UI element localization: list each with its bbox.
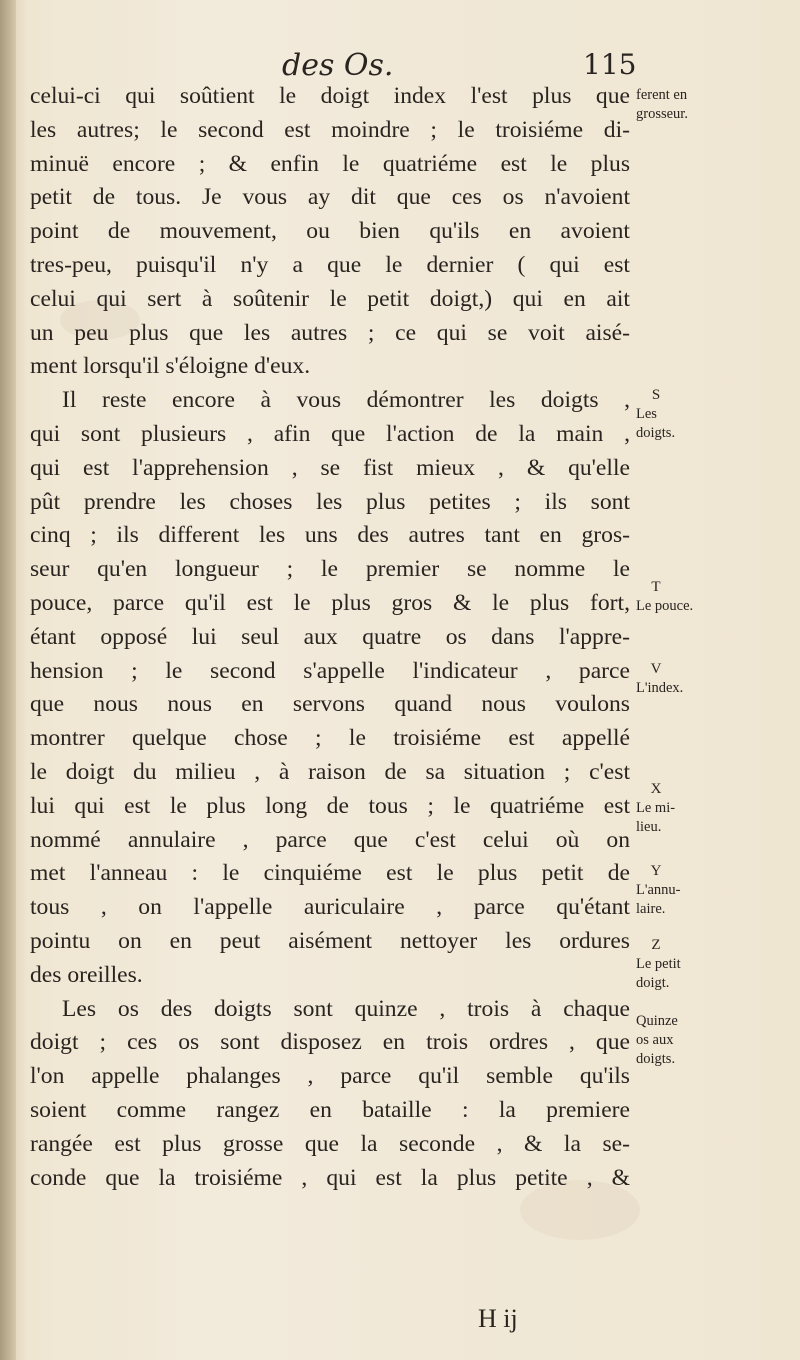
text-line: hension ; le second s'appelle l'indicateur , parce	[30, 657, 630, 684]
text-line: rangée est plus grosse que la seconde , & la se-	[30, 1130, 630, 1157]
margin-note-line: doigt.	[636, 975, 670, 991]
margin-note-line: ferent en	[636, 87, 688, 103]
margin-note-line: Le pouce.	[636, 598, 694, 614]
signature-mark: H ij	[478, 1304, 518, 1333]
margin-note-line: Le petit	[636, 956, 681, 972]
margin-note-line: laire.	[636, 901, 666, 917]
text-line: ment lorsqu'il s'éloigne d'eux.	[30, 353, 311, 380]
text-line: lui qui est le plus long de tous ; le quatriéme est	[30, 792, 630, 819]
text-line: des oreilles.	[30, 961, 143, 988]
text-line: le doigt du milieu , à raison de sa situation ; c'est	[30, 758, 630, 785]
text-line: celui-ci qui soûtient le doigt index l'est plus que	[30, 83, 630, 109]
text-line: l'on appelle phalanges , parce qu'il semble qu'ils	[30, 1063, 630, 1090]
margin-note-letter: Z	[651, 937, 661, 953]
binding-gutter	[0, 0, 16, 1360]
margin-note-line: L'index.	[636, 680, 684, 696]
text-line: que nous nous en servons quand nous voulons	[30, 691, 630, 718]
text-line: point de mouvement, ou bien qu'ils en avoient	[30, 218, 630, 245]
margin-note-letter: V	[650, 661, 662, 677]
margin-note-line: lieu.	[636, 819, 662, 835]
margin-note-les-doigts	[636, 386, 736, 443]
margin-note-le-pouce	[636, 578, 736, 616]
text-line: tres-peu, puisqu'il n'y a que le dernier ( qui est	[30, 251, 630, 278]
body-text	[30, 80, 630, 1195]
margin-note-line: Les	[636, 406, 657, 422]
margin-note-le-petit-doigt	[636, 936, 736, 993]
text-line: les autres; le second est moindre ; le troisiéme di-	[30, 116, 630, 143]
text-line: pouce, parce qu'il est le plus gros & le plus fort,	[30, 589, 630, 616]
text-line: soient comme rangez en bataille : la premiere	[30, 1096, 630, 1123]
text-line: conde que la troisiéme , qui est la plus petite , &	[30, 1164, 630, 1191]
margin-note-line: os aux	[636, 1032, 674, 1048]
text-line: pût prendre les choses les plus petites ; ils sont	[30, 488, 630, 515]
text-line: seur qu'en longueur ; le premier se nomme le	[30, 556, 630, 583]
margin-note-line: doigts.	[636, 425, 676, 441]
text-line: pointu on en peut aisément nettoyer les ordures	[30, 927, 630, 954]
margin-note-letter: T	[651, 579, 661, 595]
text-line: un peu plus que les autres ; ce qui se voit aisé-	[30, 319, 630, 346]
paragraph-start-line: Les os des doigts sont quinze , trois à chaque	[62, 995, 630, 1022]
margin-note-le-milieu	[636, 780, 736, 837]
margin-note-letter: S	[651, 387, 661, 403]
text-line: tous , on l'appelle auriculaire , parce qu'étant	[30, 894, 630, 921]
text-line: petit de tous. Je vous ay dit que ces os n'avoient	[30, 184, 630, 211]
margin-note-line: Le mi-	[636, 800, 676, 816]
text-line: cinq ; ils different les uns des autres tant en gros-	[30, 522, 630, 549]
text-line: montrer quelque chose ; le troisiéme est appellé	[30, 725, 630, 752]
text-line: nommé annulaire , parce que c'est celui où on	[30, 826, 630, 853]
text-line: celui qui sert à soûtenir le petit doigt,) qui en ait	[30, 285, 630, 312]
margin-note-letter: X	[650, 781, 662, 797]
margin-note-line: doigts.	[636, 1051, 676, 1067]
text-line: doigt ; ces os sont disposez en trois ordres , que	[30, 1029, 630, 1056]
running-head-title: des Os.	[282, 48, 394, 83]
margin-note-quinze-os	[636, 1012, 736, 1069]
paragraph-start-line: Il reste encore à vous démontrer les doigts ,	[62, 387, 630, 414]
text-line: qui est l'apprehension , se fist mieux , & qu'elle	[30, 454, 630, 481]
margin-note-line: Quinze	[636, 1013, 678, 1029]
text-line: minuë encore ; & enfin le quatriéme est le plus	[30, 150, 630, 177]
page-number: 115	[583, 48, 637, 81]
text-line: étant opposé lui seul aux quatre os dans l'appre-	[30, 623, 630, 650]
margin-note-l-index	[636, 660, 736, 698]
margin-note-l-annulaire	[636, 862, 736, 919]
margin-note-line: grosseur.	[636, 106, 688, 122]
margin-note-grosseur	[636, 86, 736, 124]
text-line: met l'anneau : le cinquiéme est le plus petit de	[30, 860, 630, 887]
margin-note-line: L'annu-	[636, 882, 681, 898]
margin-note-letter: Y	[650, 863, 662, 879]
text-line: qui sont plusieurs , afin que l'action de la main ,	[30, 420, 630, 447]
